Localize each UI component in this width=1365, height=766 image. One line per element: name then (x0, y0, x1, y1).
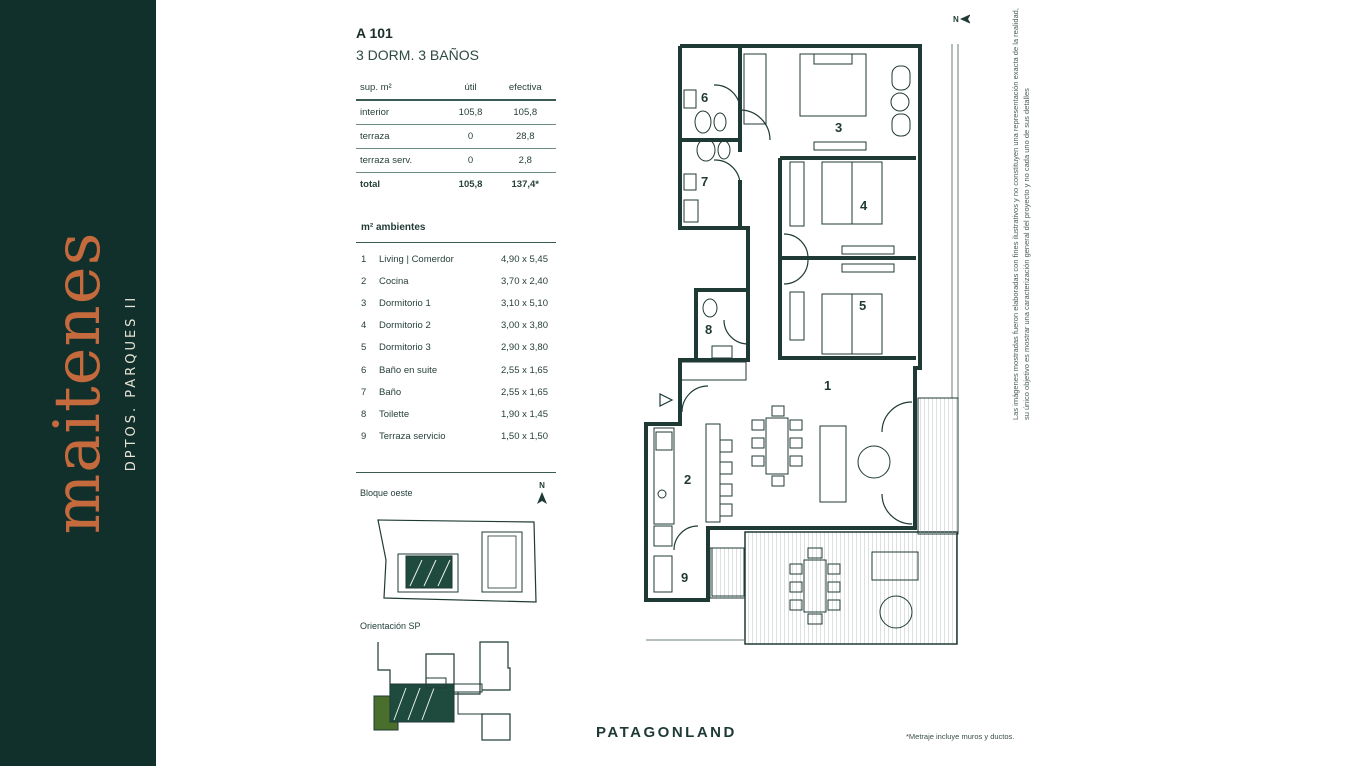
total-row (356, 173, 556, 197)
list-item (356, 381, 556, 403)
list-item (356, 315, 556, 337)
total-util: 105,8 (458, 179, 483, 190)
room-label-6: 6 (701, 90, 709, 105)
list-item (356, 359, 556, 381)
list-item (356, 426, 556, 448)
terrace-deck (745, 532, 957, 644)
room-name: Living | Comerdor (379, 253, 454, 265)
divider (356, 242, 556, 243)
room-name: Dormitorio 1 (379, 297, 431, 309)
room-dims: 1,50 x 1,50 (500, 431, 548, 443)
total-label: total (360, 179, 381, 190)
north-arrow-icon (960, 14, 970, 24)
developer-logo: PATAGONLAND (596, 724, 737, 741)
walls (646, 46, 920, 602)
plan-north-label: N (953, 15, 959, 24)
row-efectiva: 105,8 (495, 100, 556, 125)
floor-plan (640, 0, 970, 660)
room-label-3: 3 (835, 120, 843, 135)
room-number: 9 (361, 431, 367, 443)
room-label-2: 2 (684, 472, 692, 487)
room-dims: 2,55 x 1,65 (500, 364, 548, 376)
terrace-side-deck (918, 398, 958, 534)
room-dims: 2,90 x 3,80 (500, 342, 548, 354)
room-name: Baño (379, 386, 402, 398)
room-dims: 1,90 x 1,45 (500, 408, 548, 420)
room-name: Cocina (379, 275, 409, 287)
row-util: 0 (447, 125, 495, 149)
row-label: terraza (356, 125, 447, 149)
room-dims: 3,70 x 2,40 (500, 275, 548, 287)
room-number: 3 (361, 297, 367, 309)
north-arrow-icon (537, 492, 547, 504)
table-row (356, 149, 556, 173)
brand-subtitle: DPTOS. PARQUES II (124, 294, 139, 472)
row-efectiva: 2,8 (495, 149, 556, 173)
list-item (356, 337, 556, 359)
footnote: *Metraje incluye muros y ductos. (906, 732, 1015, 741)
total-efectiva: 137,4* (511, 179, 539, 190)
entrance-icon (660, 394, 672, 406)
room-number: 7 (361, 386, 367, 398)
list-item (356, 403, 556, 425)
brand-sidebar (0, 0, 156, 766)
room-number: 4 (361, 320, 367, 332)
orientacion-map (370, 638, 520, 744)
row-efectiva: 28,8 (495, 125, 556, 149)
room-dims: 2,55 x 1,65 (500, 386, 548, 398)
room-dims: 3,10 x 5,10 (500, 297, 548, 309)
unit-highlight (390, 684, 454, 722)
room-label-9: 9 (681, 570, 689, 585)
room-number: 1 (361, 253, 367, 265)
room-number: 6 (361, 364, 367, 376)
row-util: 0 (447, 149, 495, 173)
room-name: Dormitorio 3 (379, 342, 431, 354)
unit-title: A 101 (356, 25, 393, 41)
header-sup: sup. m² (356, 76, 447, 100)
room-dims: 4,90 x 5,45 (500, 253, 548, 265)
bloque-site-map (370, 476, 550, 610)
room-label-7: 7 (701, 174, 709, 189)
room-label-1: 1 (824, 378, 832, 393)
table-row (356, 100, 556, 125)
row-util: 105,8 (447, 100, 495, 125)
room-name: Dormitorio 2 (379, 320, 431, 332)
room-label-4: 4 (860, 198, 868, 213)
room-dims: 3,00 x 3,80 (500, 320, 548, 332)
list-item (356, 292, 556, 314)
bloque-label: Bloque oeste (360, 488, 413, 498)
list-item (356, 248, 556, 270)
room-number: 5 (361, 342, 367, 354)
area-table-header (356, 76, 556, 100)
header-util: útil (447, 76, 495, 100)
area-table (356, 76, 556, 196)
table-row (356, 125, 556, 149)
row-label: terraza serv. (356, 149, 447, 173)
list-item (356, 270, 556, 292)
room-number: 2 (361, 275, 367, 287)
bloque-north-label: N (539, 481, 545, 490)
header-efectiva: efectiva (495, 76, 556, 100)
room-name: Terraza servicio (379, 431, 446, 443)
room-name: Baño en suite (379, 364, 438, 376)
room-list (356, 248, 556, 448)
orientacion-label: Orientación SP (360, 621, 421, 631)
service-terrace-deck (710, 548, 745, 598)
room-number: 8 (361, 408, 367, 420)
room-label-5: 5 (859, 298, 867, 313)
building-block-highlight (406, 556, 452, 588)
ambientes-title: m² ambientes (361, 222, 426, 233)
brand-logo (41, 231, 139, 535)
disclaimer: Las imágenes mostradas fueron elaboradas con fines ilustrativos y no constituyen una representación exacta de la realidad, su único objetivo es mostrar una caracterización general del proyecto y no cada uno de sus detalles (1011, 8, 1031, 420)
unit-subtitle: 3 DORM. 3 BAÑOS (356, 47, 479, 63)
brand-name: maitenes (41, 231, 115, 535)
room-label-8: 8 (705, 322, 713, 337)
divider (356, 472, 556, 473)
room-name: Toilette (379, 408, 410, 420)
row-label: interior (356, 100, 447, 125)
